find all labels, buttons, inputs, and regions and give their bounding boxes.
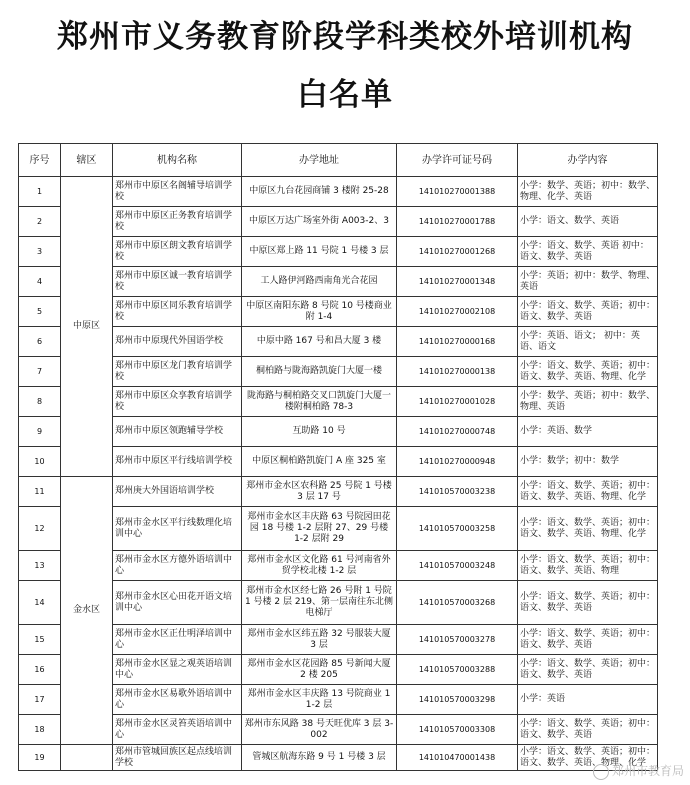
cell-license: 141010570003248 xyxy=(397,551,518,581)
cell-address: 郑州市金水区丰庆路 63 号院园田花园 18 号楼 1-2 层附 27、29 号楼 1-2 层附 29 xyxy=(242,507,397,551)
cell-address: 管城区航海东路 9 号 1 号楼 3 层 xyxy=(242,745,397,771)
cell-no: 1 xyxy=(19,177,61,207)
cell-name: 郑州市金水区显之观英语培训中心 xyxy=(113,655,242,685)
cell-name: 郑州市金水区正仕明泽培训中心 xyxy=(113,625,242,655)
cell-no: 16 xyxy=(19,655,61,685)
cell-content: 小学：数学、英语；初中：数学、物理、英语 xyxy=(518,387,658,417)
cell-content: 小学：语文、数学、英语；初中：语文、数学、英语、物理、化学 xyxy=(518,357,658,387)
cell-license: 141010270001348 xyxy=(397,267,518,297)
table-row xyxy=(19,551,658,581)
header-district: 辖区 xyxy=(61,144,113,177)
cell-no: 6 xyxy=(19,327,61,357)
cell-license: 141010570003258 xyxy=(397,507,518,551)
cell-address: 中原区南阳东路 8 号院 10 号楼商业附 1-4 xyxy=(242,297,397,327)
cell-content: 小学：英语、数学 xyxy=(518,417,658,447)
cell-content: 小学：语文、数学、英语 xyxy=(518,207,658,237)
cell-license: 141010570003298 xyxy=(397,685,518,715)
table-row xyxy=(19,581,658,625)
cell-address: 郑州市金水区农科路 25 号院 1 号楼 3 层 17 号 xyxy=(242,477,397,507)
cell-content: 小学：语文、数学、英语；初中：语文、数学、英语、物理、化学 xyxy=(518,507,658,551)
cell-content: 小学：英语；初中：数学、物理、英语 xyxy=(518,267,658,297)
cell-name: 郑州市金水区心田花开语文培训中心 xyxy=(113,581,242,625)
cell-no: 19 xyxy=(19,745,61,771)
cell-license: 141010270000748 xyxy=(397,417,518,447)
cell-content: 小学：语文、数学、英语；初中：语文、数学、英语 xyxy=(518,297,658,327)
table-row xyxy=(19,267,658,297)
cell-address: 郑州市金水区文化路 61 号河南省外贸学校北楼 1-2 层 xyxy=(242,551,397,581)
cell-content: 小学：语文、数学、英语；初中：语文、数学、英语 xyxy=(518,715,658,745)
cell-content: 小学：语文、数学、英语；初中：语文、数学、英语 xyxy=(518,581,658,625)
cell-address: 互助路 10 号 xyxy=(242,417,397,447)
table-row xyxy=(19,357,658,387)
cell-address: 郑州市金水区丰庆路 13 号院商业 1 1-2 层 xyxy=(242,685,397,715)
cell-name: 郑州市中原现代外国语学校 xyxy=(113,327,242,357)
header-address: 办学地址 xyxy=(242,144,397,177)
table-header-row xyxy=(19,144,658,177)
cell-name: 郑州市中原区同乐教育培训学校 xyxy=(113,297,242,327)
header-content: 办学内容 xyxy=(518,144,658,177)
table-row xyxy=(19,625,658,655)
cell-content: 小学：英语、语文； 初中：英语、语文 xyxy=(518,327,658,357)
table-row xyxy=(19,447,658,477)
cell-license: 141010270000948 xyxy=(397,447,518,477)
table-row xyxy=(19,715,658,745)
cell-license: 141010570003288 xyxy=(397,655,518,685)
cell-name: 郑州市中原区龙门教育培训学校 xyxy=(113,357,242,387)
cell-content: 小学：数学；初中：数学 xyxy=(518,447,658,477)
whitelist-table xyxy=(18,143,658,771)
cell-name: 郑州市金水区灵笞英语培训中心 xyxy=(113,715,242,745)
cell-no: 18 xyxy=(19,715,61,745)
cell-name: 郑州市中原区领跑辅导学校 xyxy=(113,417,242,447)
cell-no: 4 xyxy=(19,267,61,297)
page-title: 郑州市义务教育阶段学科类校外培训机构 xyxy=(57,19,633,55)
table-row xyxy=(19,237,658,267)
cell-content: 小学：语文、数学、英语 初中：语文、数学、英语 xyxy=(518,237,658,267)
table-row xyxy=(19,655,658,685)
cell-content: 小学：语文、数学、英语；初中：语文、数学、英语、物理、化学 xyxy=(518,745,658,771)
header-no: 序号 xyxy=(19,144,61,177)
cell-no: 7 xyxy=(19,357,61,387)
table-row xyxy=(19,297,658,327)
cell-address: 郑州市金水区纬五路 32 号服装大厦 3 层 xyxy=(242,625,397,655)
cell-name: 郑州市中原区平行线培训学校 xyxy=(113,447,242,477)
cell-no: 14 xyxy=(19,581,61,625)
cell-content: 小学：语文、数学、英语；初中：语文、数学、英语 xyxy=(518,655,658,685)
cell-no: 2 xyxy=(19,207,61,237)
cell-license: 141010270001388 xyxy=(397,177,518,207)
cell-address: 中原中路 167 号和昌大厦 3 楼 xyxy=(242,327,397,357)
table-row xyxy=(19,327,658,357)
cell-no: 13 xyxy=(19,551,61,581)
cell-no: 5 xyxy=(19,297,61,327)
watermark xyxy=(593,762,684,780)
cell-name: 郑州市中原区正务教育培训学校 xyxy=(113,207,242,237)
cell-name: 郑州市中原区众享教育培训学校 xyxy=(113,387,242,417)
cell-license: 141010270000168 xyxy=(397,327,518,357)
cell-no: 10 xyxy=(19,447,61,477)
cell-name: 郑州市金水区平行线数理化培训中心 xyxy=(113,507,242,551)
cell-content: 小学：数学、英语；初中：数学、物理、化学、英语 xyxy=(518,177,658,207)
cell-name: 郑州市中原区诚一教育培训学校 xyxy=(113,267,242,297)
table-row xyxy=(19,477,658,507)
cell-no: 3 xyxy=(19,237,61,267)
cell-license: 141010270001788 xyxy=(397,207,518,237)
cell-content: 小学：语文、数学、英语；初中：语文、数学、英语 xyxy=(518,625,658,655)
cell-no: 15 xyxy=(19,625,61,655)
cell-address: 郑州市东风路 38 号天旺优库 3 层 3-002 xyxy=(242,715,397,745)
table-row xyxy=(19,685,658,715)
cell-address: 郑州市金水区花园路 85 号新闻大厦 2 楼 205 xyxy=(242,655,397,685)
table-row xyxy=(19,177,658,207)
cell-address: 中原区九台花园商铺 3 楼附 25-28 xyxy=(242,177,397,207)
table-row xyxy=(19,745,658,771)
cell-name: 郑州市金水区易歌外语培训中心 xyxy=(113,685,242,715)
cell-address: 陇海路与桐柏路交叉口凯旋门大厦一楼附桐柏路 78-3 xyxy=(242,387,397,417)
cell-content: 小学：英语 xyxy=(518,685,658,715)
cell-no: 8 xyxy=(19,387,61,417)
header-name: 机构名称 xyxy=(113,144,242,177)
cell-address: 桐柏路与陇海路凯旋门大厦一楼 xyxy=(242,357,397,387)
table-row xyxy=(19,387,658,417)
table-row xyxy=(19,207,658,237)
cell-no: 9 xyxy=(19,417,61,447)
cell-license: 141010270002108 xyxy=(397,297,518,327)
cell-name: 郑州庚大外国语培训学校 xyxy=(113,477,242,507)
table-row xyxy=(19,417,658,447)
cell-name: 郑州市管城回族区起点线培训学校 xyxy=(113,745,242,771)
cell-license: 141010570003238 xyxy=(397,477,518,507)
cell-no: 12 xyxy=(19,507,61,551)
cell-name: 郑州市中原区名阁辅导培训学校 xyxy=(113,177,242,207)
cell-license: 141010570003278 xyxy=(397,625,518,655)
table-row xyxy=(19,507,658,551)
cell-license: 141010270001268 xyxy=(397,237,518,267)
cell-license: 141010270001028 xyxy=(397,387,518,417)
cell-address: 郑州市金水区经七路 26 号附 1 号院 1 号楼 2 层 219、第一层南往东北侧电梯厅 xyxy=(242,581,397,625)
cell-district: 中原区 xyxy=(61,177,113,477)
cell-district xyxy=(61,745,113,771)
cell-license: 141010270000138 xyxy=(397,357,518,387)
watermark-text: 郑州市教育局 xyxy=(611,764,684,778)
cell-address: 中原区桐柏路凯旋门 A 座 325 室 xyxy=(242,447,397,477)
cell-address: 中原区郑上路 11 号院 1 号楼 3 层 xyxy=(242,237,397,267)
cell-name: 郑州市中原区朗文教育培训学校 xyxy=(113,237,242,267)
header-license: 办学许可证号码 xyxy=(397,144,518,177)
cell-no: 11 xyxy=(19,477,61,507)
cell-license: 141010470001438 xyxy=(397,745,518,771)
cell-license: 141010570003268 xyxy=(397,581,518,625)
weibo-icon xyxy=(593,764,609,780)
cell-name: 郑州市金水区方德外语培训中心 xyxy=(113,551,242,581)
cell-address: 工人路伊河路西南角光合花园 xyxy=(242,267,397,297)
cell-content: 小学：语文、数学、英语；初中：语文、数学、英语、物理、化学 xyxy=(518,477,658,507)
cell-license: 141010570003308 xyxy=(397,715,518,745)
page-subtitle: 白名单 xyxy=(297,77,393,113)
cell-district: 金水区 xyxy=(61,477,113,745)
cell-content: 小学：语文、数学、英语；初中：语文、数学、英语、物理 xyxy=(518,551,658,581)
cell-no: 17 xyxy=(19,685,61,715)
cell-address: 中原区万达广场室外街 A003-2、3 xyxy=(242,207,397,237)
